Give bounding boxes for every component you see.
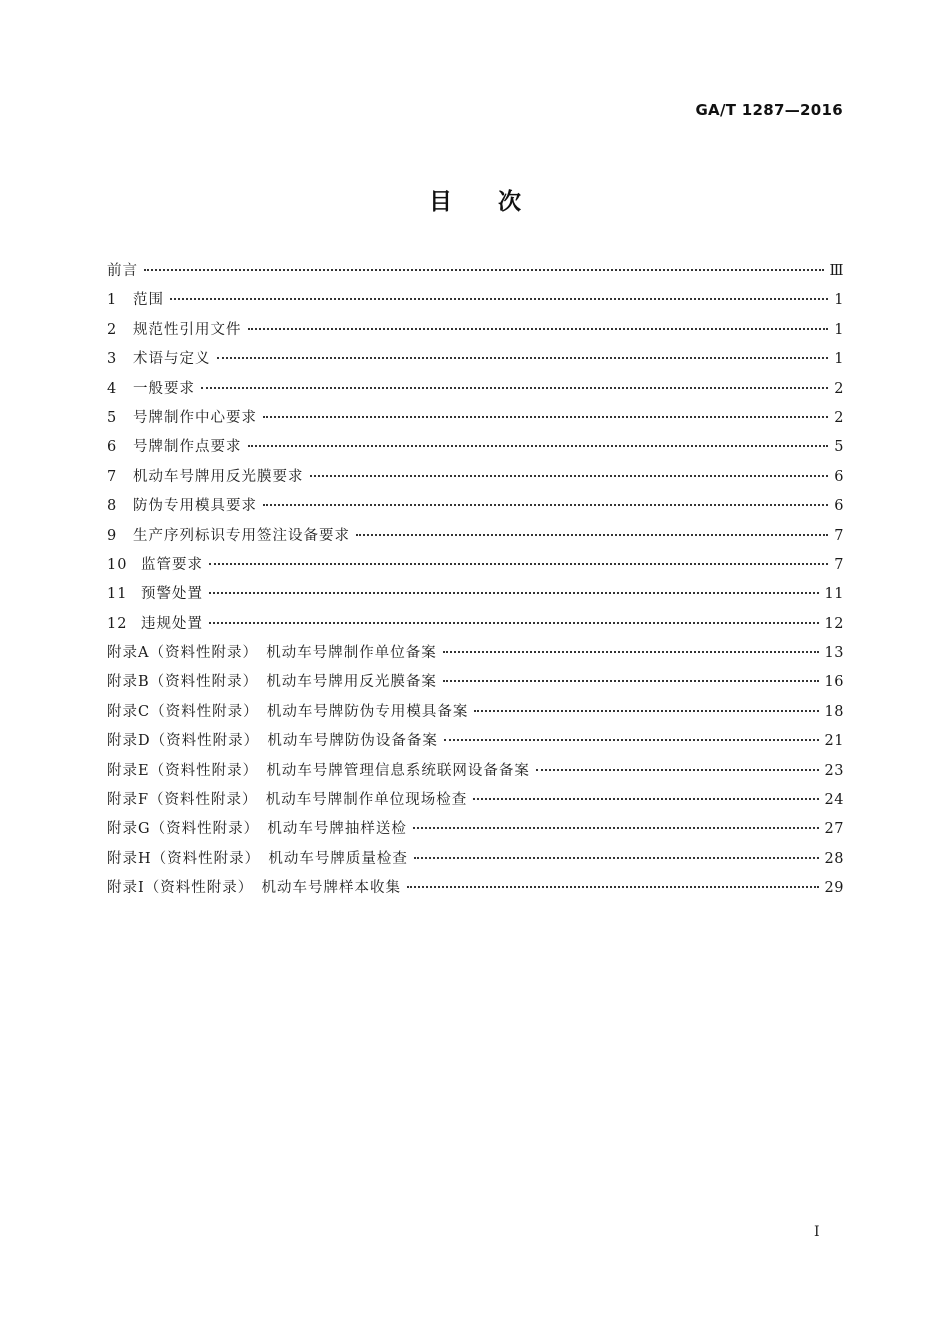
dot-leader <box>263 415 828 418</box>
toc-entry-page: 29 <box>824 880 844 897</box>
toc-entry-page: 11 <box>824 586 844 603</box>
toc-entry-page: 1 <box>834 351 844 368</box>
toc-entry-label: 附录F（资料性附录） 机动车号牌制作单位现场检查 <box>107 792 468 809</box>
dot-leader <box>144 268 824 271</box>
toc-entry-page: 1 <box>834 292 844 309</box>
toc-entry-page: 6 <box>834 468 844 485</box>
toc-entry-number: 6 <box>107 439 118 456</box>
toc-entry-number: 9 <box>107 527 118 544</box>
toc-entry-label: 附录D（资料性附录） 机动车号牌防伪设备备案 <box>107 733 438 750</box>
toc-entry[interactable] <box>107 815 844 844</box>
dot-leader <box>474 709 818 712</box>
toc-entry-page: 2 <box>834 409 844 426</box>
toc-entry-label: 附录A（资料性附录） 机动车号牌制作单位备案 <box>107 645 437 662</box>
toc-entry-page: 6 <box>834 498 844 515</box>
toc-entry-label: 术语与定义 <box>133 351 211 368</box>
toc-entry-page: Ⅲ <box>829 263 844 279</box>
toc-entry[interactable] <box>107 610 844 639</box>
toc-entry-number: 12 <box>107 615 128 632</box>
dot-leader <box>248 327 829 330</box>
dot-leader <box>443 679 819 682</box>
toc-entry-label: 范围 <box>133 292 164 309</box>
toc-entry-label: 附录G（资料性附录） 机动车号牌抽样送检 <box>107 821 407 838</box>
toc-entry-label: 预警处置 <box>141 586 203 603</box>
toc-entry-label: 附录E（资料性附录） 机动车号牌管理信息系统联网设备备案 <box>107 762 530 779</box>
dot-leader <box>201 386 828 389</box>
dot-leader <box>263 503 828 506</box>
toc-entry[interactable] <box>107 845 844 874</box>
standard-code: GA/T 1287—2016 <box>695 101 843 119</box>
toc-entry[interactable] <box>107 580 844 609</box>
toc-entry-label: 号牌制作中心要求 <box>133 409 257 426</box>
toc-entry-label: 附录C（资料性附录） 机动车号牌防伪专用模具备案 <box>107 703 469 720</box>
toc-entry[interactable] <box>107 316 844 345</box>
toc-entry[interactable] <box>107 286 844 315</box>
dot-leader <box>248 444 829 447</box>
toc-entry-label: 附录H（资料性附录） 机动车号牌质量检查 <box>107 850 408 867</box>
toc-entry-number: 8 <box>107 498 118 515</box>
toc-entry[interactable] <box>107 522 844 551</box>
toc-entry-page: 7 <box>834 556 844 573</box>
dot-leader <box>170 297 828 300</box>
toc-entry-number: 11 <box>107 586 128 603</box>
toc-entry[interactable] <box>107 757 844 786</box>
toc-entry-page: 7 <box>834 527 844 544</box>
page-number: I <box>814 1224 820 1240</box>
toc-entry-label: 生产序列标识专用签注设备要求 <box>133 527 350 544</box>
toc-entry-number: 10 <box>107 556 128 573</box>
toc-entry[interactable] <box>107 404 844 433</box>
toc-entry-number: 1 <box>107 292 118 309</box>
toc-entry-page: 2 <box>834 380 844 397</box>
toc-entry-label: 机动车号牌用反光膜要求 <box>133 468 304 485</box>
dot-leader <box>536 768 819 771</box>
toc-entry-label: 前言 <box>107 263 138 279</box>
toc-entry-page: 27 <box>824 821 844 838</box>
toc-entry[interactable] <box>107 257 844 286</box>
dot-leader <box>473 797 818 800</box>
toc-entry-page: 23 <box>824 762 844 779</box>
toc-entry[interactable] <box>107 668 844 697</box>
toc-entry-label: 号牌制作点要求 <box>133 439 242 456</box>
toc-entry-label: 监管要求 <box>141 556 203 573</box>
toc-entry-label: 防伪专用模具要求 <box>133 498 257 515</box>
toc-entry-number: 4 <box>107 380 118 397</box>
toc-entry-page: 18 <box>824 703 844 720</box>
toc-entry-number: 2 <box>107 321 118 338</box>
toc-entry-label: 规范性引用文件 <box>133 321 242 338</box>
dot-leader <box>407 885 819 888</box>
toc-entry-number: 5 <box>107 409 118 426</box>
toc-entry-label: 一般要求 <box>133 380 195 397</box>
toc-entry-number: 7 <box>107 468 118 485</box>
dot-leader <box>356 533 828 536</box>
toc-entry-page: 1 <box>834 321 844 338</box>
toc-entry[interactable] <box>107 786 844 815</box>
toc-entry-label: 附录I（资料性附录） 机动车号牌样本收集 <box>107 880 401 897</box>
dot-leader <box>310 474 829 477</box>
dot-leader <box>413 826 819 829</box>
toc-entry-page: 16 <box>824 674 844 691</box>
page-title: 目 次 <box>429 189 521 215</box>
toc-entry-label: 附录B（资料性附录） 机动车号牌用反光膜备案 <box>107 674 437 691</box>
table-of-contents <box>107 257 844 904</box>
toc-entry[interactable] <box>107 551 844 580</box>
toc-entry-page: 28 <box>824 850 844 867</box>
toc-entry-label: 违规处置 <box>141 615 203 632</box>
dot-leader <box>414 856 819 859</box>
toc-entry-number: 3 <box>107 351 118 368</box>
toc-entry-page: 21 <box>824 733 844 750</box>
dot-leader <box>444 738 819 741</box>
toc-entry[interactable] <box>107 639 844 668</box>
toc-entry[interactable] <box>107 698 844 727</box>
toc-entry[interactable] <box>107 463 844 492</box>
toc-entry-page: 5 <box>834 439 844 456</box>
toc-entry[interactable] <box>107 492 844 521</box>
dot-leader <box>209 591 819 594</box>
dot-leader <box>209 562 828 565</box>
toc-entry[interactable] <box>107 874 844 903</box>
toc-entry[interactable] <box>107 375 844 404</box>
toc-entry-page: 24 <box>824 792 844 809</box>
toc-entry-page: 13 <box>824 645 844 662</box>
dot-leader <box>209 621 819 624</box>
toc-entry[interactable] <box>107 345 844 374</box>
toc-entry[interactable] <box>107 433 844 462</box>
dot-leader <box>217 356 829 359</box>
toc-entry-page: 12 <box>824 615 844 632</box>
toc-entry[interactable] <box>107 727 844 756</box>
dot-leader <box>443 650 819 653</box>
